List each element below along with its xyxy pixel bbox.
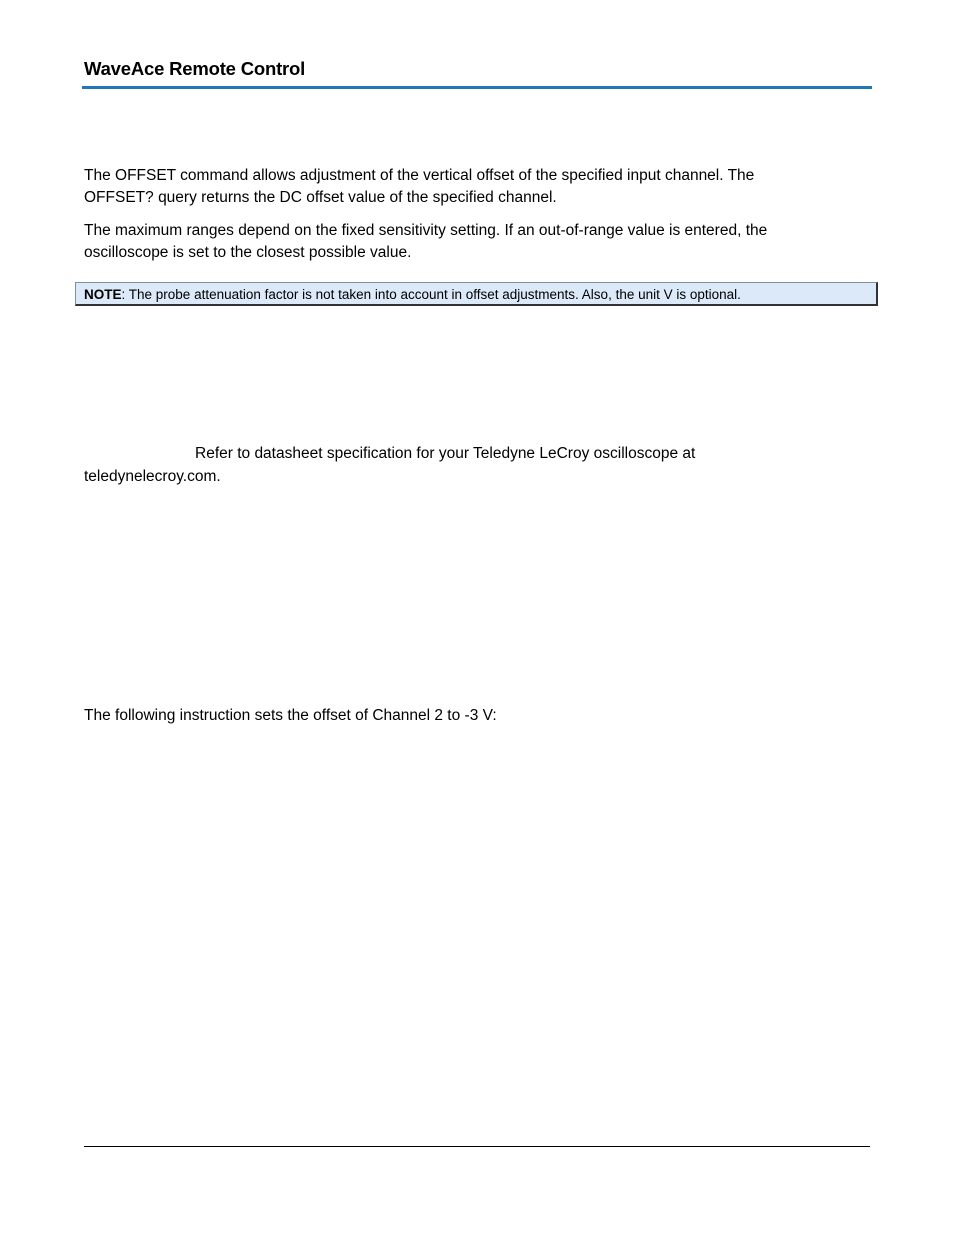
page-header-title: WaveAce Remote Control [84,58,306,79]
description-line-4: oscilloscope is set to the closest possible value. [84,244,412,261]
description-line-3: The maximum ranges depend on the fixed sensitivity setting. If an out-of-range value is entered, the [84,222,768,239]
note-box [75,282,878,306]
note-text [84,286,741,303]
footer-divider [84,1146,870,1147]
note-body: : The probe attenuation factor is not taken into account in offset adjustments. Also, the unit V is optional. [121,287,741,302]
values-line-1: Refer to datasheet specification for your Teledyne LeCroy oscilloscope at [195,445,696,462]
description-line-1: The OFFSET command allows adjustment of the vertical offset of the specified input channel. The [84,167,755,184]
header-divider [82,86,872,89]
description-line-2: OFFSET? query returns the DC offset value of the specified channel. [84,189,557,206]
values-line-2: teledynelecroy.com. [84,468,221,485]
note-label: NOTE [84,287,122,302]
example-text: The following instruction sets the offset of Channel 2 to -3 V: [84,707,497,724]
